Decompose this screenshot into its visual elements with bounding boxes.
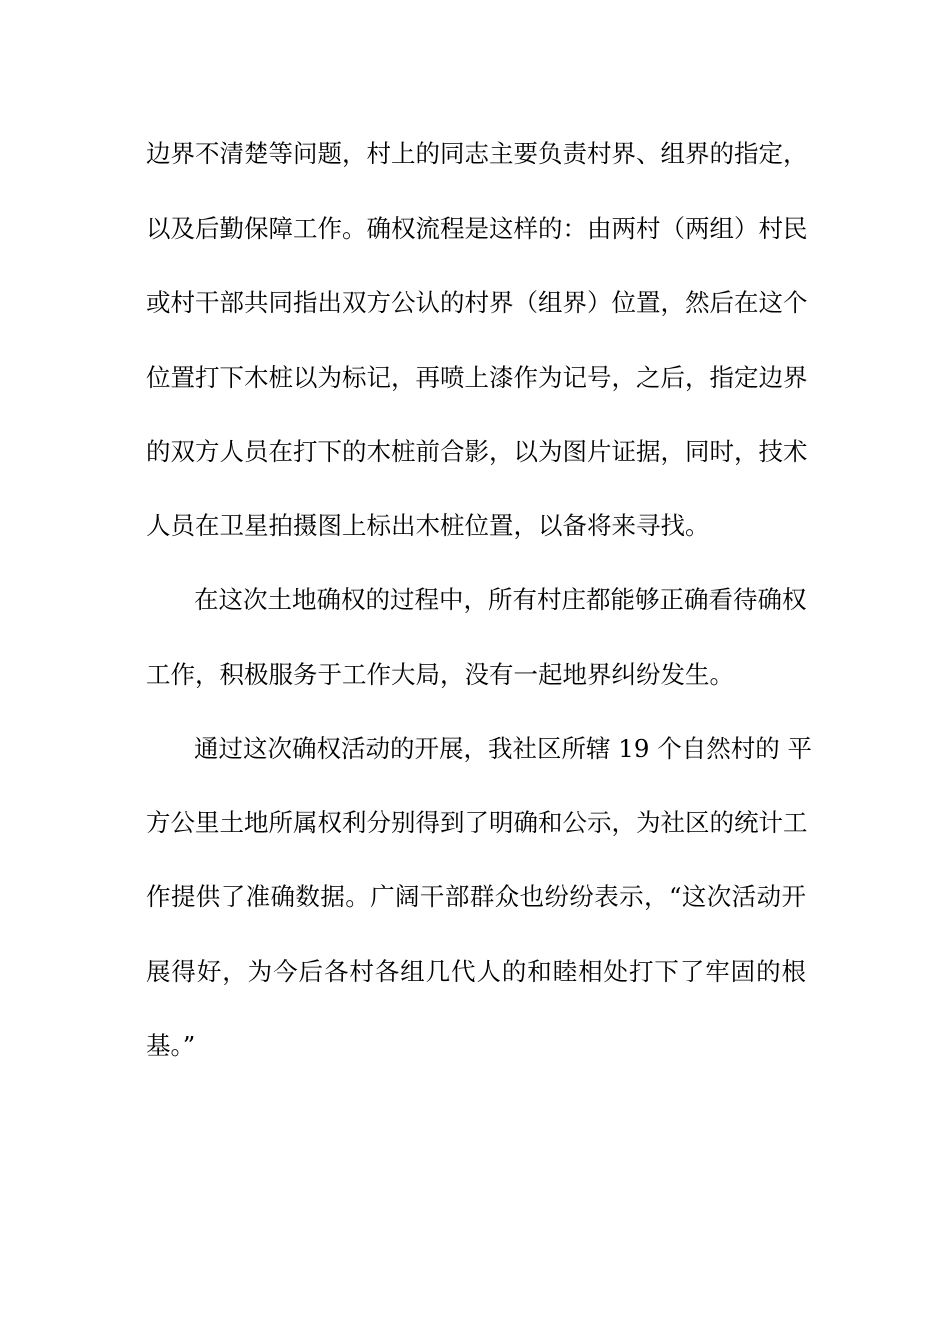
text-line: 或村干部共同指出双方公认的村界（组界）位置，然后在这个 (146, 288, 808, 317)
text-line: 作提供了准确数据。广阔干部群众也纷纷表示，“这次活动开 (146, 882, 806, 911)
text-line: 以及后勤保障工作。确权流程是这样的：由两村（两组）村民 (146, 214, 808, 243)
text-line: 人员在卫星拍摄图上标出木桩位置，以备将来寻找。 (146, 511, 710, 540)
text-line: 的双方人员在打下的木桩前合影，以为图片证据，同时，技术 (146, 437, 808, 466)
text-line: 边界不清楚等问题，村上的同志主要负责村界、组界的指定， (146, 139, 808, 168)
text-line: 基。” (146, 1031, 196, 1060)
paragraph-first-line: 在这次土地确权的过程中，所有村庄都能够正确看待确权 (194, 585, 807, 614)
text-line: 工作，积极服务于工作大局，没有一起地界纠纷发生。 (146, 660, 734, 689)
text-line: 方公里土地所属权利分别得到了明确和公示，为社区的统计工 (146, 808, 808, 837)
paragraph-first-line: 通过这次确权活动的开展，我社区所辖 19 个自然村的 平 (194, 734, 813, 763)
text-line: 位置打下木桩以为标记，再喷上漆作为记号，之后，指定边界 (146, 363, 808, 392)
text-line: 展得好，为今后各村各组几代人的和睦相处打下了牢固的根 (146, 957, 806, 986)
